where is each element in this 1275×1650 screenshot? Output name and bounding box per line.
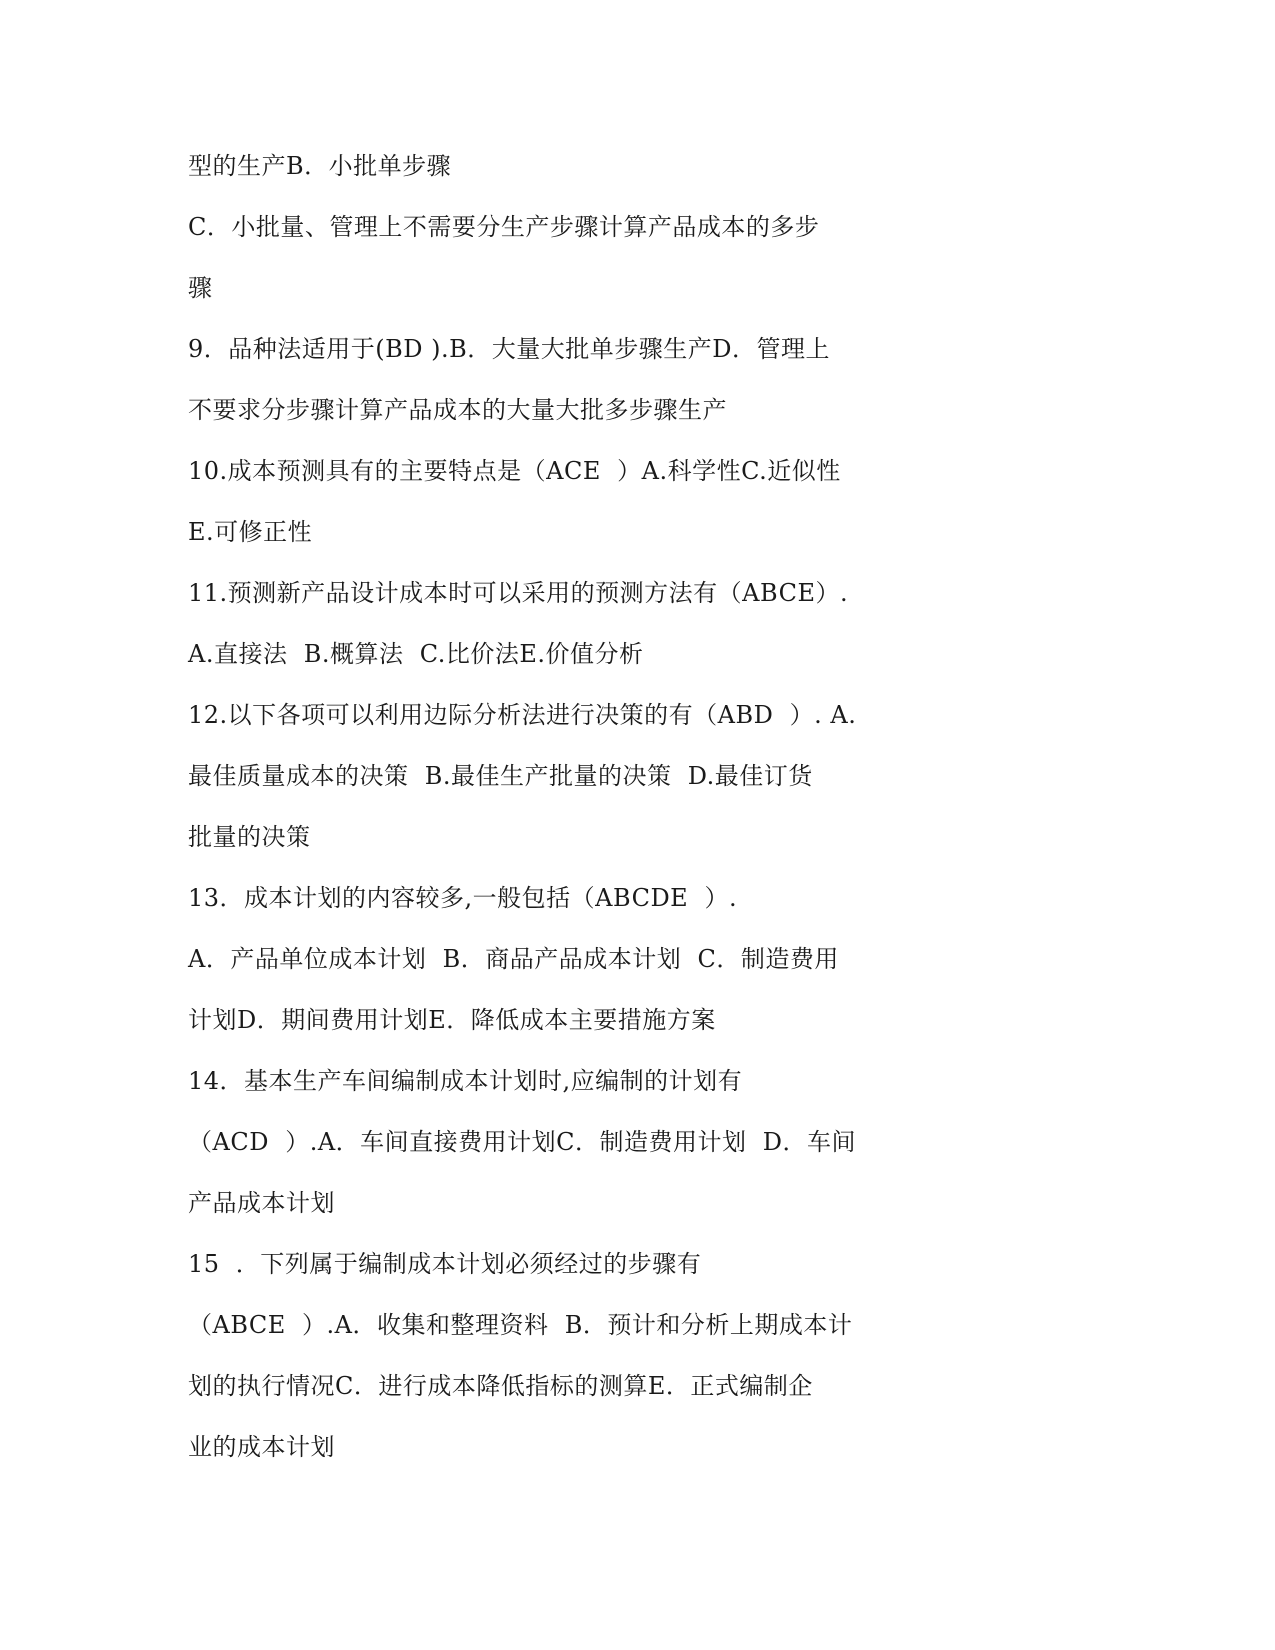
text-line: C．小批量、管理上不需要分生产步骤计算产品成本的多步 [188,213,820,241]
document-body [188,136,1068,1478]
text-line: 骤 [188,274,213,302]
text-line: 14．基本生产车间编制成本计划时,应编制的计划有 [188,1067,743,1095]
text-line: 12.以下各项可以利用边际分析法进行决策的有（ABD ）. A. [188,701,857,729]
text-line: 批量的决策 [188,823,311,851]
text-line: 9．品种法适用于(BD ).B．大量大批单步骤生产D．管理上 [188,335,831,363]
text-line: （ABCE ）.A．收集和整理资料 B．预计和分析上期成本计 [188,1311,853,1339]
text-line: 不要求分步骤计算产品成本的大量大批多步骤生产 [188,396,727,424]
text-line: （ACD ）.A．车间直接费用计划C．制造费用计划 D．车间 [188,1128,857,1156]
text-line: 11.预测新产品设计成本时可以采用的预测方法有（ABCE）. [188,579,849,607]
text-line: 计划D．期间费用计划E．降低成本主要措施方案 [188,1006,716,1034]
text-line: 业的成本计划 [188,1433,335,1461]
text-line: 13．成本计划的内容较多,一般包括（ABCDE ）. [188,884,738,912]
text-line: 型的生产B．小批单步骤 [188,152,452,180]
text-line: E.可修正性 [188,518,313,546]
text-line: A.直接法 B.概算法 C.比价法E.价值分析 [188,640,644,668]
text-line: A．产品单位成本计划 B．商品产品成本计划 C．制造费用 [188,945,839,973]
text-line: 15 ．下列属于编制成本计划必须经过的步骤有 [188,1250,702,1278]
text-line: 划的执行情况C．进行成本降低指标的测算E．正式编制企 [188,1372,813,1400]
text-line: 产品成本计划 [188,1189,335,1217]
text-line: 最佳质量成本的决策 B.最佳生产批量的决策 D.最佳订货 [188,762,813,790]
text-line: 10.成本预测具有的主要特点是（ACE ）A.科学性C.近似性 [188,457,841,485]
